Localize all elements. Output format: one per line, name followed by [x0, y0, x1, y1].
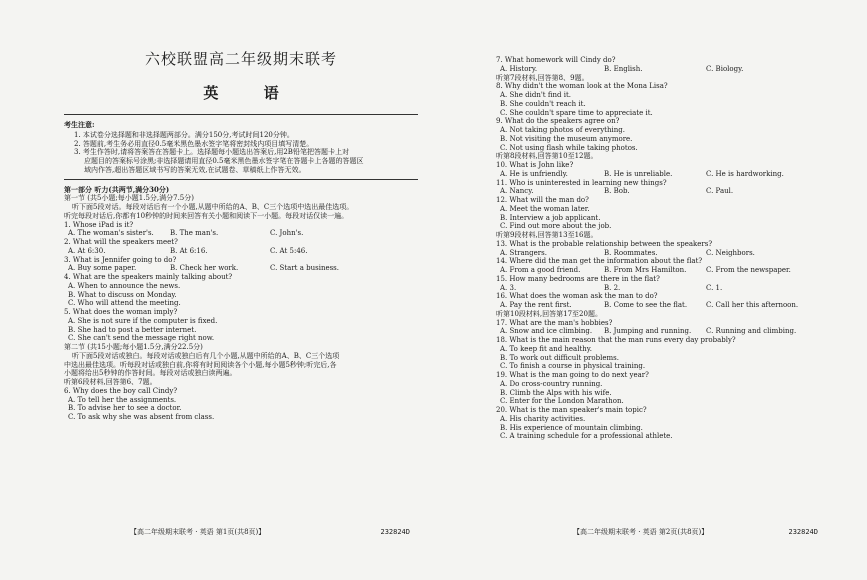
- footer-code: 232824D: [788, 528, 818, 536]
- option[interactable]: B. At 6:16.: [170, 246, 208, 255]
- question: 19. What is the man going to do next year?: [496, 371, 649, 379]
- option[interactable]: B. To advise her to see a doctor.: [68, 404, 182, 413]
- option[interactable]: A. To tell her the assignments.: [68, 395, 177, 404]
- option[interactable]: B. She had to post a better internet.: [68, 325, 197, 334]
- option[interactable]: C. She couldn't spare time to appreciate it.: [500, 108, 653, 117]
- option[interactable]: A. Buy some paper.: [68, 264, 137, 273]
- option[interactable]: A. 3.: [500, 283, 517, 292]
- option[interactable]: C. Start a business.: [270, 264, 340, 273]
- option[interactable]: B. From Mrs Hamilton.: [604, 266, 687, 274]
- option[interactable]: A. Do cross-country running.: [500, 379, 603, 388]
- option[interactable]: A. When to announce the news.: [68, 281, 181, 290]
- footer-label: 【高二年级期末联考 · 英语 第1页(共8页)】: [130, 528, 266, 536]
- option[interactable]: A. The woman's sister's.: [68, 229, 154, 238]
- option[interactable]: A. History.: [500, 64, 538, 73]
- question-options: [496, 266, 814, 275]
- page-2: [496, 56, 814, 441]
- section-description: 听下面5段对话或独白。每段对话或独白后有几个小题,从题中所给的A、B、C三个选项: [72, 351, 340, 360]
- question-options: [64, 264, 418, 273]
- question: 9. What do the speakers agree on?: [496, 117, 620, 126]
- question: 8. Why didn't the woman look at the Mona Lisa?: [496, 82, 668, 91]
- question: 6. Why does the boy call Cindy?: [64, 386, 178, 395]
- question-options: [496, 170, 814, 179]
- question: 12. What will the man do?: [496, 196, 589, 204]
- question-options: [496, 284, 814, 293]
- question: 10. What is John like?: [496, 161, 574, 169]
- section-heading: 第一节 (共5小题;每小题1.5分,满分7.5分): [64, 194, 194, 203]
- section-description: 听下面5段对话。每段对话后有一个小题,从题中所给的A、B、C三个选项中选出最佳选项。: [72, 203, 354, 211]
- option[interactable]: B. Check her work.: [170, 264, 239, 273]
- question: 11. Who is uninterested in learning new things?: [496, 178, 667, 187]
- section-description: 小题将给出5秒钟的作答时间。每段对话或独白读两遍。: [64, 369, 237, 378]
- notice-title: 考生注意:: [64, 120, 95, 129]
- option[interactable]: A. Nancy.: [500, 187, 534, 196]
- option[interactable]: A. He is unfriendly.: [500, 169, 568, 178]
- option[interactable]: C. Not using flash while taking photos.: [500, 143, 638, 152]
- question-options: [496, 187, 814, 196]
- option[interactable]: C. She can't send the message right now.: [68, 334, 215, 343]
- option[interactable]: A. Strangers.: [500, 248, 547, 257]
- section-heading: 第二节 (共15小题;每小题1.5分,满分22.5分): [64, 343, 203, 351]
- option[interactable]: A. At 6:30.: [68, 246, 106, 255]
- question: 18. What is the main reason that the man runs every day probably?: [496, 336, 736, 344]
- option[interactable]: B. She couldn't reach it.: [500, 99, 586, 108]
- option[interactable]: B. 2.: [604, 283, 621, 292]
- question: 14. Where did the man get the information about the flat?: [496, 257, 703, 266]
- question-options: [496, 249, 814, 258]
- option[interactable]: C. To finish a course in physical training.: [500, 362, 646, 371]
- question: 4. What are the speakers mainly talking about?: [64, 273, 233, 281]
- option[interactable]: A. His charity activities.: [500, 414, 586, 423]
- option[interactable]: B. His experience of mountain climbing.: [500, 423, 643, 432]
- question: 16. What does the woman ask the man to do?: [496, 292, 658, 301]
- option[interactable]: B. The man's.: [170, 229, 219, 238]
- option[interactable]: A. To keep fit and healthy.: [500, 344, 593, 353]
- option[interactable]: B. What to discuss on Monday.: [68, 290, 177, 299]
- option[interactable]: C. 1.: [706, 283, 723, 292]
- option[interactable]: C. Paul.: [706, 187, 734, 196]
- question-options: [64, 247, 418, 256]
- option[interactable]: A. From a good friend.: [500, 266, 581, 274]
- notice-line: 域内作答,超出答题区域书写的答案无效,在试题卷、草稿纸上作答无效。: [84, 165, 306, 174]
- question: 3. What is Jennifer going to do?: [64, 255, 177, 264]
- option[interactable]: A. Meet the woman later.: [500, 204, 590, 213]
- option[interactable]: C. Neighbors.: [706, 248, 755, 257]
- question-options: [64, 229, 418, 238]
- page-1: [64, 42, 418, 422]
- option[interactable]: B. Not visiting the museum anymore.: [500, 134, 633, 143]
- option[interactable]: C. Running and climbing.: [706, 327, 797, 336]
- divider: [64, 114, 418, 115]
- option[interactable]: B. Come to see the flat.: [604, 301, 688, 309]
- section-description: 中选出最佳选项。听每段对话或独白前,你将有时间阅读各个小题,每小题5秒钟;听完后,各: [64, 360, 337, 369]
- question: 2. What will the speakers meet?: [64, 238, 178, 246]
- question-options: [496, 65, 814, 74]
- notice-line: 1. 本试卷分选择题和非选择题两部分。满分150分,考试时间120分钟。: [74, 130, 294, 139]
- divider: [64, 179, 418, 180]
- group-heading: 听第7段材料,回答第8、9题。: [496, 73, 589, 82]
- question: 13. What is the probable relationship between the speakers?: [496, 239, 713, 248]
- option[interactable]: C. At 5:46.: [270, 246, 308, 255]
- option[interactable]: A. Snow and ice climbing.: [500, 327, 593, 336]
- option[interactable]: B. English.: [604, 64, 643, 73]
- group-heading: 听第9段材料,回答第13至16题。: [496, 231, 598, 239]
- section-description: 听完每段对话后,你都有10秒钟的时间来回答有关小题和阅读下一小题。每段对话仅读一遍。: [64, 211, 349, 220]
- option[interactable]: C. John's.: [270, 229, 304, 238]
- option[interactable]: A. She is not sure if the computer is fixed.: [68, 316, 218, 325]
- question: 15. How many bedrooms are there in the flat?: [496, 274, 660, 283]
- notice-line: 3. 考生作答时,请将答案答在答题卡上。选择题每小题选出答案后,用2B铅笔把答题卡上对: [74, 148, 349, 157]
- page-2-footer: [573, 527, 818, 537]
- option[interactable]: C. Biology.: [706, 64, 744, 73]
- question: 20. What is the man speaker's main topic?: [496, 406, 647, 414]
- option[interactable]: B. He is unreliable.: [604, 169, 673, 178]
- group-heading: 听第8段材料,回答第10至12题。: [496, 152, 598, 161]
- question: 1. Whose iPad is it?: [64, 220, 134, 229]
- footer-label: 【高二年级期末联考 · 英语 第2页(共8页)】: [573, 528, 709, 536]
- question: 17. What are the man's hobbies?: [496, 318, 613, 327]
- question-options: [496, 301, 814, 310]
- exam-title: 六校联盟高二年级期末联考: [144, 50, 337, 68]
- question: 5. What does the woman imply?: [64, 308, 178, 316]
- option[interactable]: C. From the newspaper.: [706, 266, 791, 274]
- exam-subject: 英 语: [203, 84, 299, 102]
- page-1-footer: [130, 527, 410, 537]
- question: 7. What homework will Cindy do?: [496, 56, 616, 64]
- option[interactable]: A. Pay the rent first.: [500, 301, 572, 309]
- footer-code: 232824D: [380, 528, 410, 536]
- option[interactable]: A. She didn't find it.: [500, 91, 572, 99]
- option[interactable]: B. Bob.: [604, 187, 630, 196]
- option[interactable]: B. Interview a job applicant.: [500, 213, 601, 222]
- option[interactable]: C. To ask why she was absent from class.: [68, 413, 215, 421]
- option[interactable]: B. To work out difficult problems.: [500, 353, 619, 362]
- option[interactable]: C. A training schedule for a professional athlete.: [500, 432, 673, 441]
- option[interactable]: B. Roommates.: [604, 248, 658, 257]
- group-heading: 听第6段材料,回答第6、7题。: [64, 378, 157, 386]
- group-heading: 听第10段材料,回答第17至20题。: [496, 309, 602, 318]
- option[interactable]: A. Not taking photos of everything.: [500, 126, 625, 134]
- option[interactable]: C. Call her this afternoon.: [706, 301, 799, 309]
- option[interactable]: C. He is hardworking.: [706, 169, 784, 178]
- option[interactable]: C. Enter for the London Marathon.: [500, 397, 624, 406]
- option[interactable]: C. Who will attend the meeting.: [68, 299, 181, 308]
- option[interactable]: B. Climb the Alps with his wife.: [500, 388, 612, 397]
- question-options: [496, 327, 814, 336]
- part-heading: 第一部分 听力(共两节,满分30分): [64, 185, 170, 194]
- option[interactable]: B. Jumping and running.: [604, 327, 692, 336]
- notice-line: 2. 答题前,考生务必用直径0.5毫米黑色墨水签字笔将密封线内项目填写清楚。: [74, 139, 314, 148]
- option[interactable]: C. Find out more about the job.: [500, 222, 612, 231]
- notice-line: 应题目的答案标号涂黑;非选择题请用直径0.5毫米黑色墨水签字笔在答题卡上各题的答题区: [84, 157, 364, 165]
